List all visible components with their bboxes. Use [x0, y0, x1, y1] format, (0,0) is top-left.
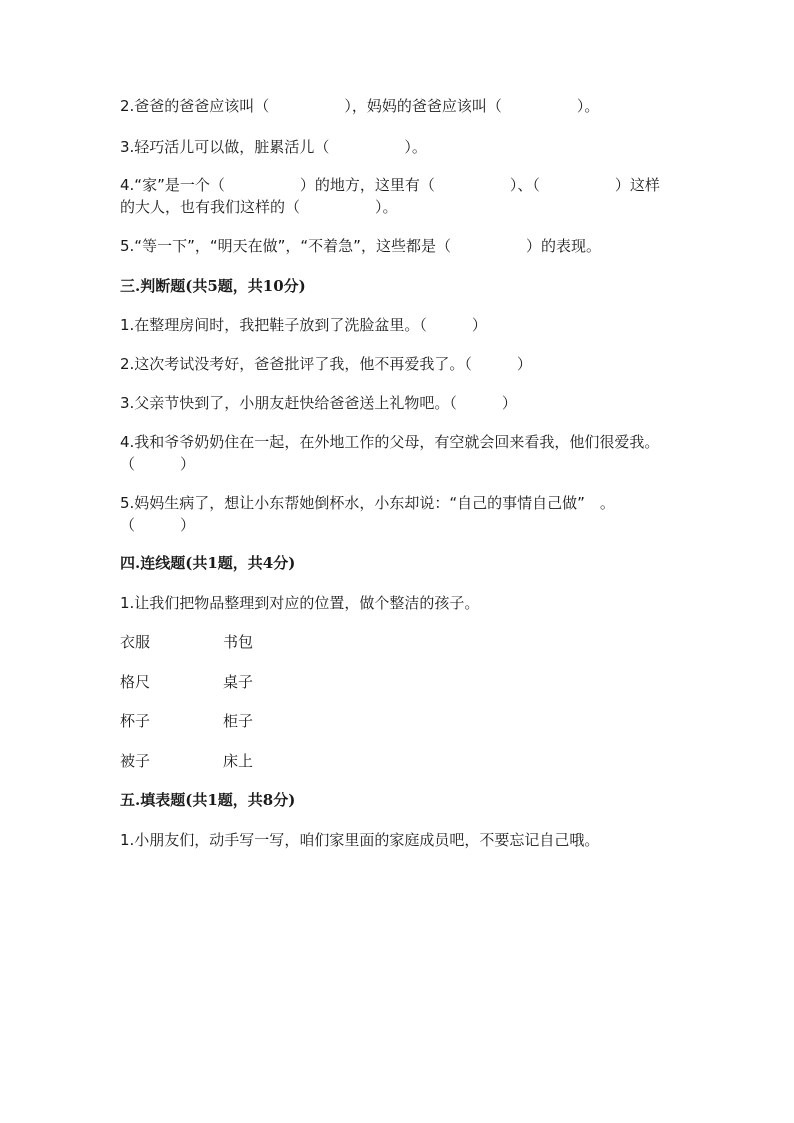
- match-pair: [120, 671, 253, 693]
- match-pair: [120, 750, 253, 772]
- match-right-item: 书包: [223, 633, 254, 651]
- judge-question-1: 1.在整理房间时，我把鞋子放到了洗脸盆里。（ ）: [120, 316, 487, 334]
- match-left-item: 杯子: [120, 712, 151, 730]
- table-question-1: 1.小朋友们，动手写一写，咱们家里面的家庭成员吧，不要忘记自己哦。: [120, 831, 600, 849]
- judge-question-2: 2.这次考试没考好，爸爸批评了我，他不再爱我了。（ ）: [120, 355, 532, 373]
- fill-question-2: 2.爸爸的爸爸应该叫（ ），妈妈的爸爸应该叫（ ）。: [120, 97, 600, 115]
- judge-question-4: 4.我和爷爷奶奶住在一起，在外地工作的父母，有空就会回来看我，他们很爱我。（ ）: [120, 433, 660, 473]
- section-5-heading: 五.填表题(共1题，共8分): [120, 791, 296, 809]
- match-pair: [120, 631, 253, 653]
- fill-question-4: 4.“家”是一个（ ）的地方，这里有（ ）、（ ）这样的大人，也有我们这样的（ ）。: [120, 176, 660, 216]
- match-question-1: 1.让我们把物品整理到对应的位置，做个整洁的孩子。: [120, 594, 480, 612]
- judge-question-3: 3.父亲节快到了，小朋友赶快给爸爸送上礼物吧。（ ）: [120, 394, 517, 412]
- match-left-item: 被子: [120, 752, 151, 770]
- section-3-heading: 三.判断题(共5题，共10分): [120, 277, 306, 295]
- fill-question-5: 5.“等一下”，“明天在做”，“不着急”，这些都是（ ）的表现。: [120, 237, 601, 255]
- section-4-heading: 四.连线题(共1题，共4分): [120, 554, 296, 572]
- match-right-item: 桌子: [223, 673, 254, 691]
- match-left-item: 衣服: [120, 633, 151, 651]
- fill-question-3: 3.轻巧活儿可以做，脏累活儿（ ）。: [120, 138, 427, 156]
- match-pair: [120, 710, 253, 732]
- match-right-item: 床上: [223, 752, 254, 770]
- match-right-item: 柜子: [223, 712, 254, 730]
- match-left-item: 格尺: [120, 673, 151, 691]
- judge-question-5: 5.妈妈生病了，想让小东帮她倒杯水，小东却说：“自己的事情自己做” 。（ ）: [120, 494, 615, 534]
